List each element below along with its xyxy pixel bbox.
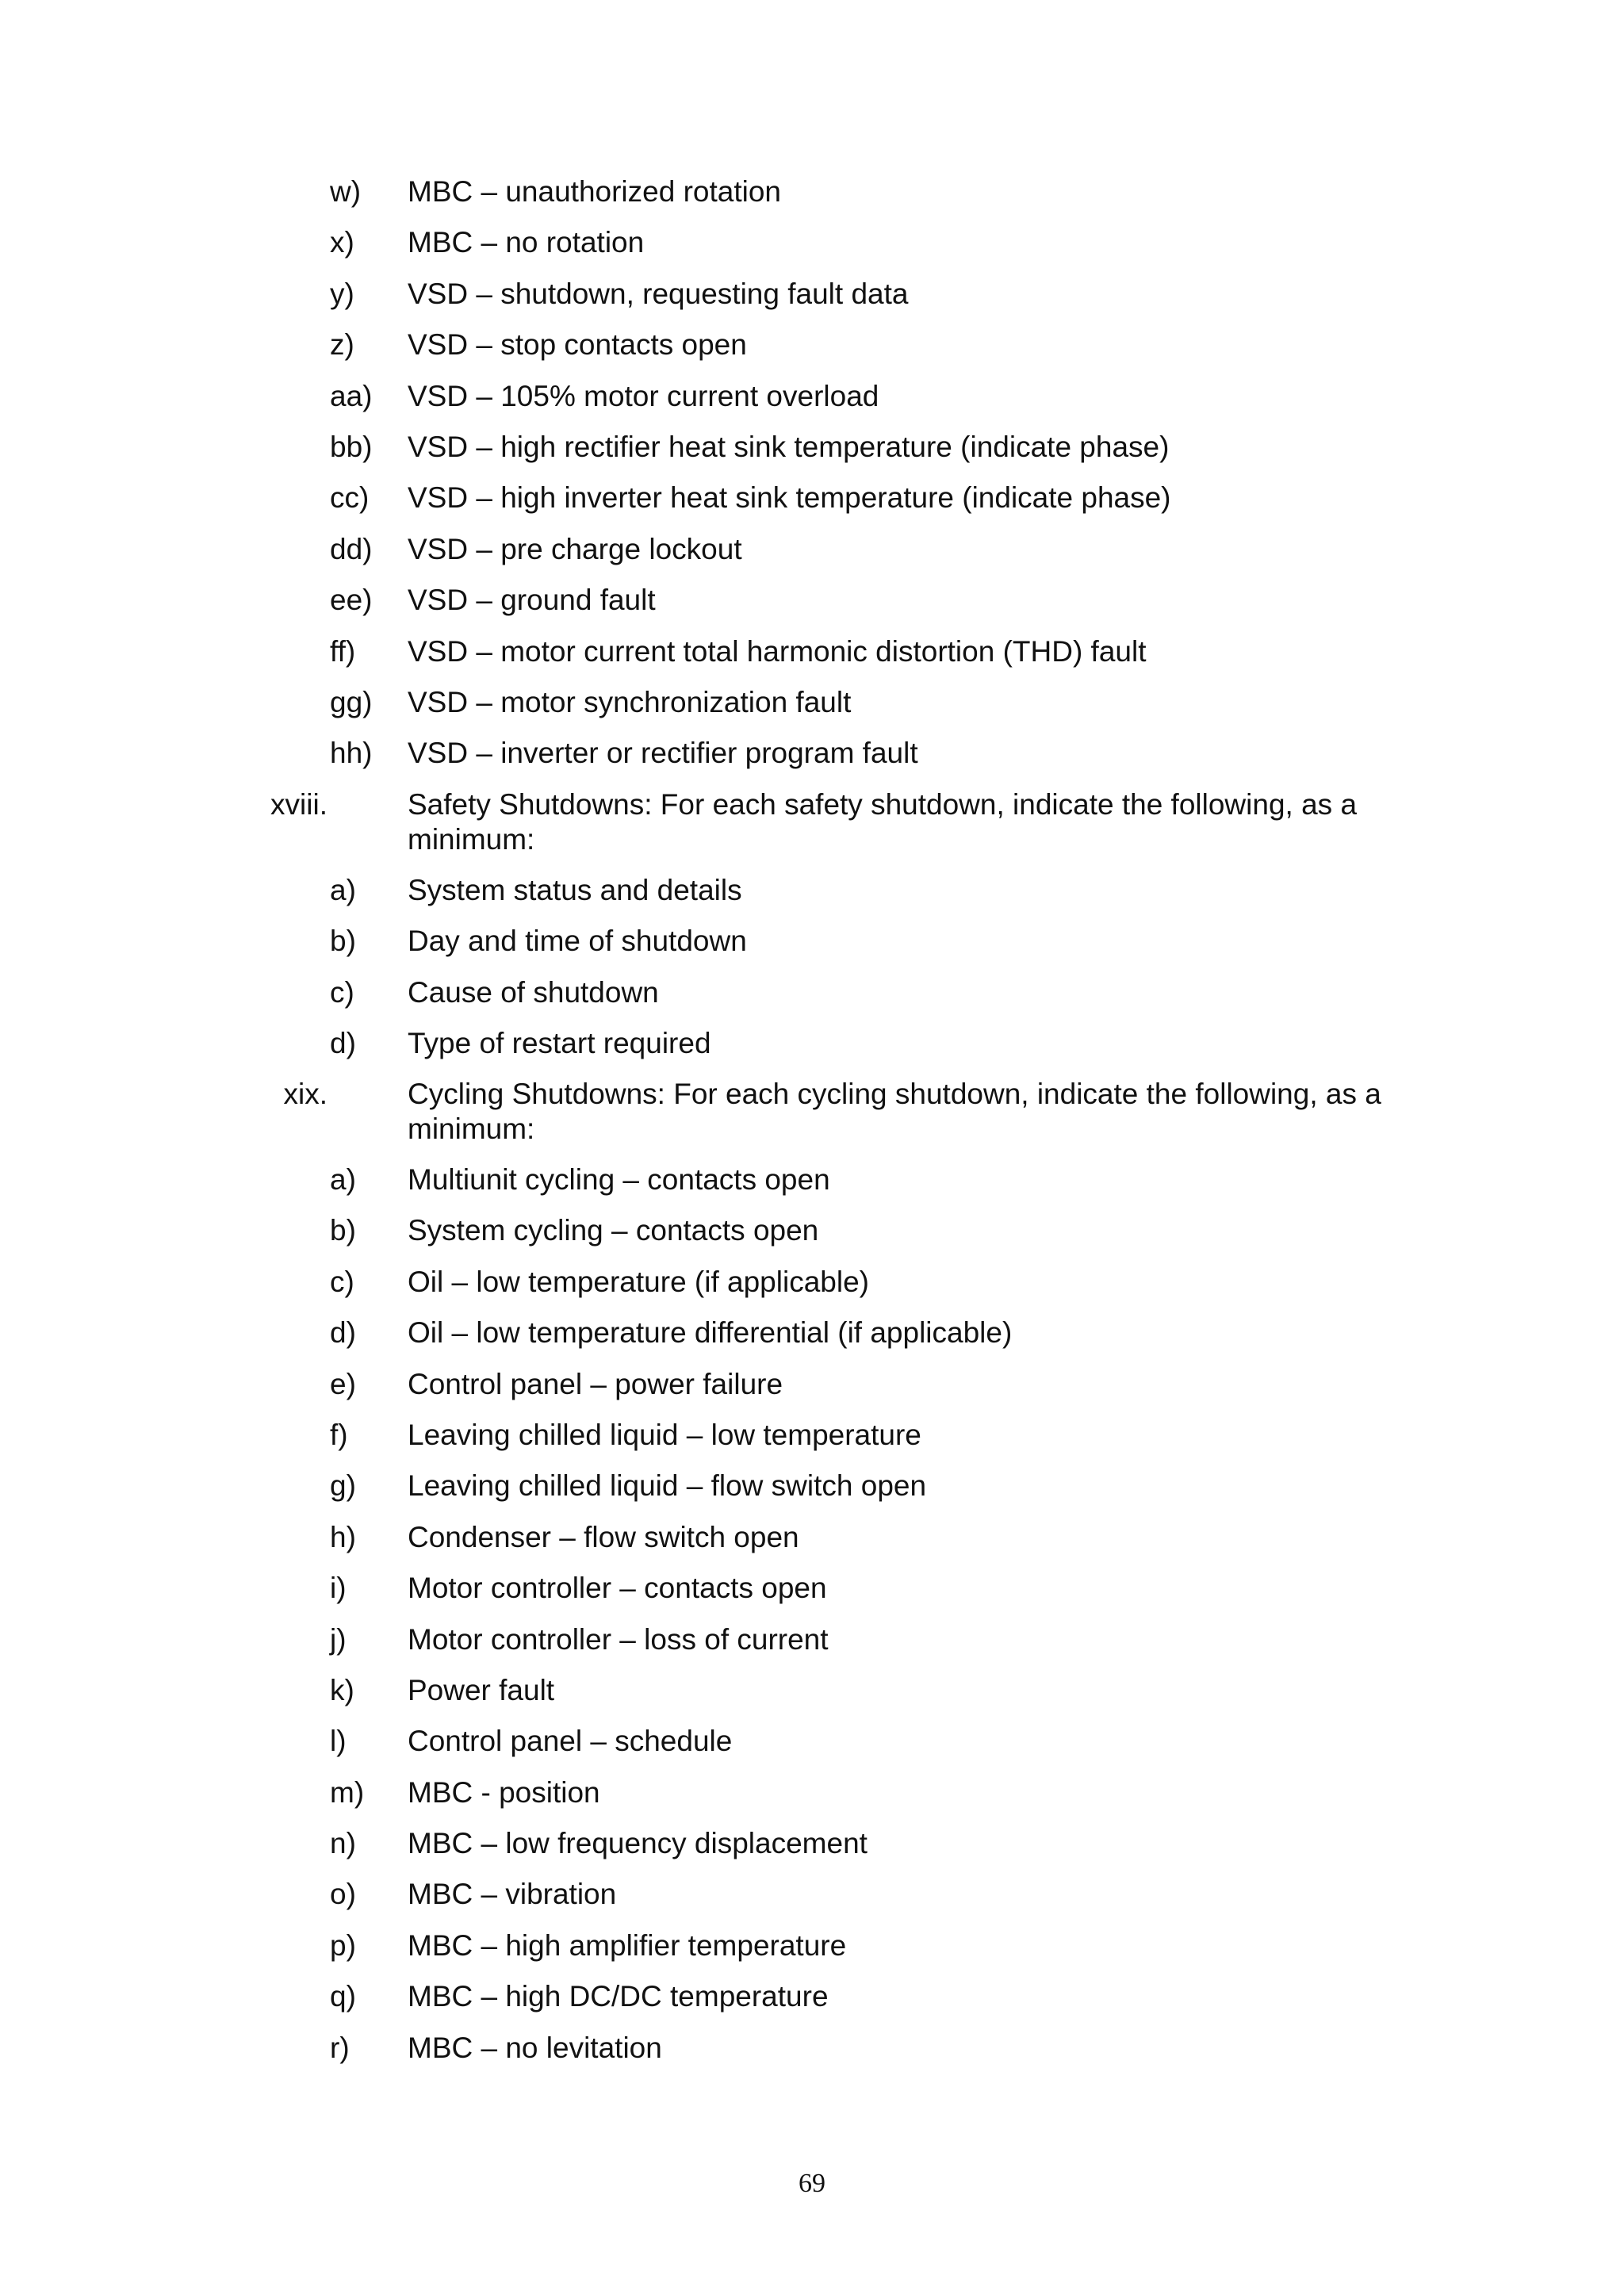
list-item — [0, 277, 1624, 327]
list-marker: b) — [330, 925, 356, 958]
list-item-text: Day and time of shutdown — [408, 925, 747, 958]
list-item-text: Oil – low temperature differential (if applicable) — [408, 1316, 1013, 1350]
list-item-text: VSD – high rectifier heat sink temperature (indicate phase) — [408, 430, 1170, 463]
list-item — [0, 736, 1624, 787]
section-marker: xviii. — [270, 788, 327, 821]
list-marker: cc) — [330, 481, 370, 515]
list-item-text: VSD – ground fault — [408, 584, 656, 617]
list-marker: a) — [330, 1163, 356, 1196]
list-item-text: MBC – vibration — [408, 1878, 617, 1911]
list-item — [0, 1213, 1624, 1264]
list-marker: l) — [330, 1725, 347, 1758]
list-item — [0, 1571, 1624, 1622]
list-marker: a) — [330, 874, 356, 906]
list-item-text: MBC – no rotation — [408, 226, 645, 259]
list-marker: e) — [330, 1367, 356, 1400]
list-item-text: MBC – high DC/DC temperature — [408, 1980, 829, 2013]
list-item-text: VSD – 105% motor current overload — [408, 379, 879, 412]
list-marker: dd) — [330, 532, 373, 565]
list-item-text: System status and details — [408, 874, 742, 906]
list-marker: y) — [330, 277, 354, 310]
cycling-shutdown-list — [0, 1162, 1624, 2081]
list-item — [0, 1673, 1624, 1724]
section-heading-text: Cycling Shutdowns: For each cycling shutdown, indicate the following, as a minimum: — [408, 1078, 1381, 1145]
list-marker: z) — [330, 328, 354, 362]
list-item — [0, 1265, 1624, 1316]
fault-list-continued — [0, 174, 1624, 787]
list-item — [0, 634, 1624, 685]
list-marker: c) — [330, 1265, 354, 1298]
list-item — [0, 174, 1624, 225]
list-item — [0, 1928, 1624, 1979]
list-item — [0, 1622, 1624, 1673]
list-item — [0, 1520, 1624, 1571]
list-item — [0, 327, 1624, 378]
list-item — [0, 430, 1624, 481]
list-marker: r) — [330, 2031, 350, 2064]
list-marker: m) — [330, 1775, 365, 1809]
list-marker: k) — [330, 1673, 354, 1706]
list-item — [0, 379, 1624, 430]
list-item — [0, 1418, 1624, 1469]
list-item — [0, 1316, 1624, 1366]
list-item — [0, 1775, 1624, 1826]
list-item — [0, 1877, 1624, 1928]
list-marker: bb) — [330, 430, 373, 463]
section-safety-shutdowns — [0, 787, 1624, 879]
list-item — [0, 873, 1624, 924]
list-item-text: Leaving chilled liquid – flow switch open — [408, 1469, 927, 1503]
list-item — [0, 975, 1624, 1026]
list-marker: d) — [330, 1316, 356, 1350]
list-item — [0, 2031, 1624, 2081]
list-item-text: Cause of shutdown — [408, 975, 659, 1009]
list-marker: c) — [330, 975, 354, 1009]
list-item-text: MBC – high amplifier temperature — [408, 1928, 847, 1962]
section-heading — [0, 787, 1624, 879]
list-marker: x) — [330, 226, 354, 259]
list-marker: d) — [330, 1027, 356, 1060]
list-item-text: VSD – motor current total harmonic distortion (THD) fault — [408, 634, 1147, 668]
list-item-text: Oil – low temperature (if applicable) — [408, 1265, 869, 1298]
list-marker: o) — [330, 1878, 356, 1911]
list-item-text: Control panel – schedule — [408, 1725, 733, 1758]
list-marker: q) — [330, 1980, 356, 2013]
list-item-text: Motor controller – contacts open — [408, 1572, 827, 1605]
section-heading-text: Safety Shutdowns: For each safety shutdown, indicate the following, as a minimum: — [408, 788, 1358, 856]
list-marker: g) — [330, 1469, 356, 1503]
list-marker: h) — [330, 1520, 356, 1553]
list-item-text: Power fault — [408, 1673, 555, 1706]
list-item — [0, 225, 1624, 276]
section-marker: xix. — [283, 1078, 327, 1110]
list-item — [0, 583, 1624, 634]
list-marker: p) — [330, 1928, 356, 1962]
list-item-text: VSD – shutdown, requesting fault data — [408, 277, 909, 310]
list-item — [0, 532, 1624, 583]
list-item-text: VSD – pre charge lockout — [408, 532, 742, 565]
list-item — [0, 1979, 1624, 2030]
list-item-text: VSD – motor synchronization fault — [408, 685, 852, 718]
list-marker: ee) — [330, 584, 373, 617]
list-item — [0, 685, 1624, 736]
list-item — [0, 1724, 1624, 1775]
list-item-text: Condenser – flow switch open — [408, 1520, 799, 1553]
list-marker: b) — [330, 1214, 356, 1247]
list-item-text: MBC – no levitation — [408, 2031, 662, 2064]
list-item-text: Leaving chilled liquid – low temperature — [408, 1418, 921, 1451]
list-marker: gg) — [330, 685, 373, 718]
safety-shutdown-list — [0, 873, 1624, 1078]
list-marker: hh) — [330, 737, 373, 770]
list-item-text: MBC – low frequency displacement — [408, 1827, 868, 1860]
section-cycling-shutdowns — [0, 1077, 1624, 1169]
list-item-text: Motor controller – loss of current — [408, 1622, 829, 1656]
list-item-text: VSD – high inverter heat sink temperature (indicate phase) — [408, 481, 1171, 515]
list-item-text: MBC – unauthorized rotation — [408, 175, 781, 208]
list-marker: w) — [330, 175, 362, 208]
list-item — [0, 1469, 1624, 1519]
list-marker: ff) — [330, 634, 356, 668]
list-item-text: MBC - position — [408, 1775, 600, 1809]
list-item-text: Multiunit cycling – contacts open — [408, 1163, 830, 1196]
list-marker: f) — [330, 1418, 348, 1451]
list-item-text: Control panel – power failure — [408, 1367, 783, 1400]
list-item-text: VSD – stop contacts open — [408, 328, 747, 362]
list-item — [0, 1162, 1624, 1213]
list-marker: i) — [330, 1572, 347, 1605]
list-item — [0, 481, 1624, 531]
list-marker: j) — [330, 1622, 347, 1656]
list-item — [0, 1026, 1624, 1077]
list-item-text: System cycling – contacts open — [408, 1214, 819, 1247]
list-item — [0, 924, 1624, 975]
page-number: 69 — [799, 2169, 825, 2198]
list-item-text: VSD – inverter or rectifier program fault — [408, 737, 918, 770]
list-item — [0, 1826, 1624, 1877]
list-item — [0, 1367, 1624, 1418]
section-heading — [0, 1077, 1624, 1169]
list-marker: aa) — [330, 379, 373, 412]
list-marker: n) — [330, 1827, 356, 1860]
list-item-text: Type of restart required — [408, 1027, 711, 1060]
